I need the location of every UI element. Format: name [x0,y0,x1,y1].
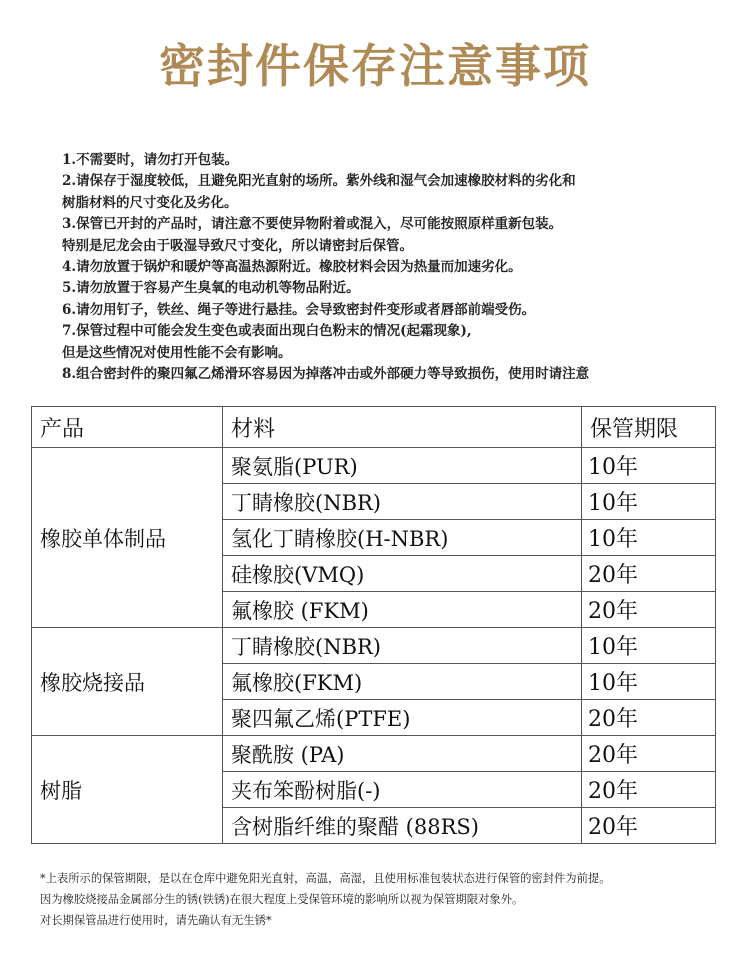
note-line: 2.请保存于湿度较低，且避免阳光直射的场所。紫外线和湿气会加速橡胶材料的劣化和 [62,173,576,190]
note-line: 5.请勿放置于容易产生臭氧的电动机等物品附近。 [62,280,360,297]
note-line: 4.请勿放置于锅炉和暖炉等高温热源附近。橡胶材料会因为热量而加速劣化。 [62,259,522,276]
header-period: 保管期限 [582,407,716,448]
period-cell: 10年 [582,484,716,520]
note-line: 3.保管已开封的产品时，请注意不要使异物附着或混入，尽可能按照原样重新包装。 [62,216,563,233]
note-line: 1.不需要时，请勿打开包装。 [62,152,239,168]
note-line: 树脂材料的尺寸变化及劣化。 [62,194,238,211]
table-row [32,448,716,484]
material-cell: 氟橡胶(FKM) [223,664,582,700]
period-cell: 10年 [582,448,716,484]
note-line: 8.组合密封件的聚四氟乙烯滑环容易因为掉落冲击或外部硬力等导致损伤，使用时请注意 [62,366,590,383]
period-cell: 10年 [582,628,716,664]
material-cell: 硅橡胶(VMQ) [223,556,582,592]
note-line: 特别是尼龙会由于吸湿导致尺寸变化，所以请密封后保管。 [62,237,413,254]
material-cell: 夹布笨酚树脂(-) [223,772,582,808]
period-cell: 20年 [582,772,716,808]
footnote-line: 对长期保管品进行使用时，请先确认有无生锈* [40,914,272,927]
material-cell: 丁睛橡胶(NBR) [223,628,582,664]
period-cell: 20年 [582,808,716,844]
period-cell: 10年 [582,664,716,700]
footnote-line: *上表所示的保管期限，是以在仓库中避免阳光直射，高温，高湿，且使用标准包装状态进行保管的密封件为前提。 [40,872,611,885]
storage-period-table [31,406,716,844]
table-header-row [32,407,716,448]
footnote-line: 因为橡胶烧接品金属部分生的锈(铁锈)在很大程度上受保管环境的影响所以视为保管期限对象外。 [40,893,524,906]
period-cell: 20年 [582,592,716,628]
storage-notes [62,150,742,385]
table-row [32,736,716,772]
material-cell: 氢化丁睛橡胶(H-NBR) [223,520,582,556]
header-product: 产品 [32,407,223,448]
note-line: 但是这些情况对使用性能不会有影响。 [62,344,292,361]
period-cell: 20年 [582,736,716,772]
table-row [32,628,716,664]
material-cell: 丁睛橡胶(NBR) [223,484,582,520]
footnote [40,868,740,931]
period-cell: 10年 [582,520,716,556]
period-cell: 20年 [582,700,716,736]
material-cell: 聚氨脂(PUR) [223,448,582,484]
category-cell: 树脂 [32,736,223,844]
period-cell: 20年 [582,556,716,592]
note-line: 6.请勿用钉子，铁丝、绳子等进行悬挂。会导致密封件变形或者唇部前端受伤。 [62,301,536,318]
header-material: 材料 [223,407,582,448]
material-cell: 含树脂纤维的聚醋 (88RS) [223,808,582,844]
material-cell: 聚酰胺 (PA) [223,736,582,772]
material-cell: 聚四氟乙烯(PTFE) [223,700,582,736]
category-cell: 橡胶烧接品 [32,628,223,736]
material-cell: 氟橡胶 (FKM) [223,592,582,628]
page-title: 密封件保存注意事项 [159,39,591,93]
category-cell: 橡胶单体制品 [32,448,223,628]
note-line: 7.保管过程中可能会发生变色或表面出现白色粉末的情况(起霜现象), [62,323,472,340]
